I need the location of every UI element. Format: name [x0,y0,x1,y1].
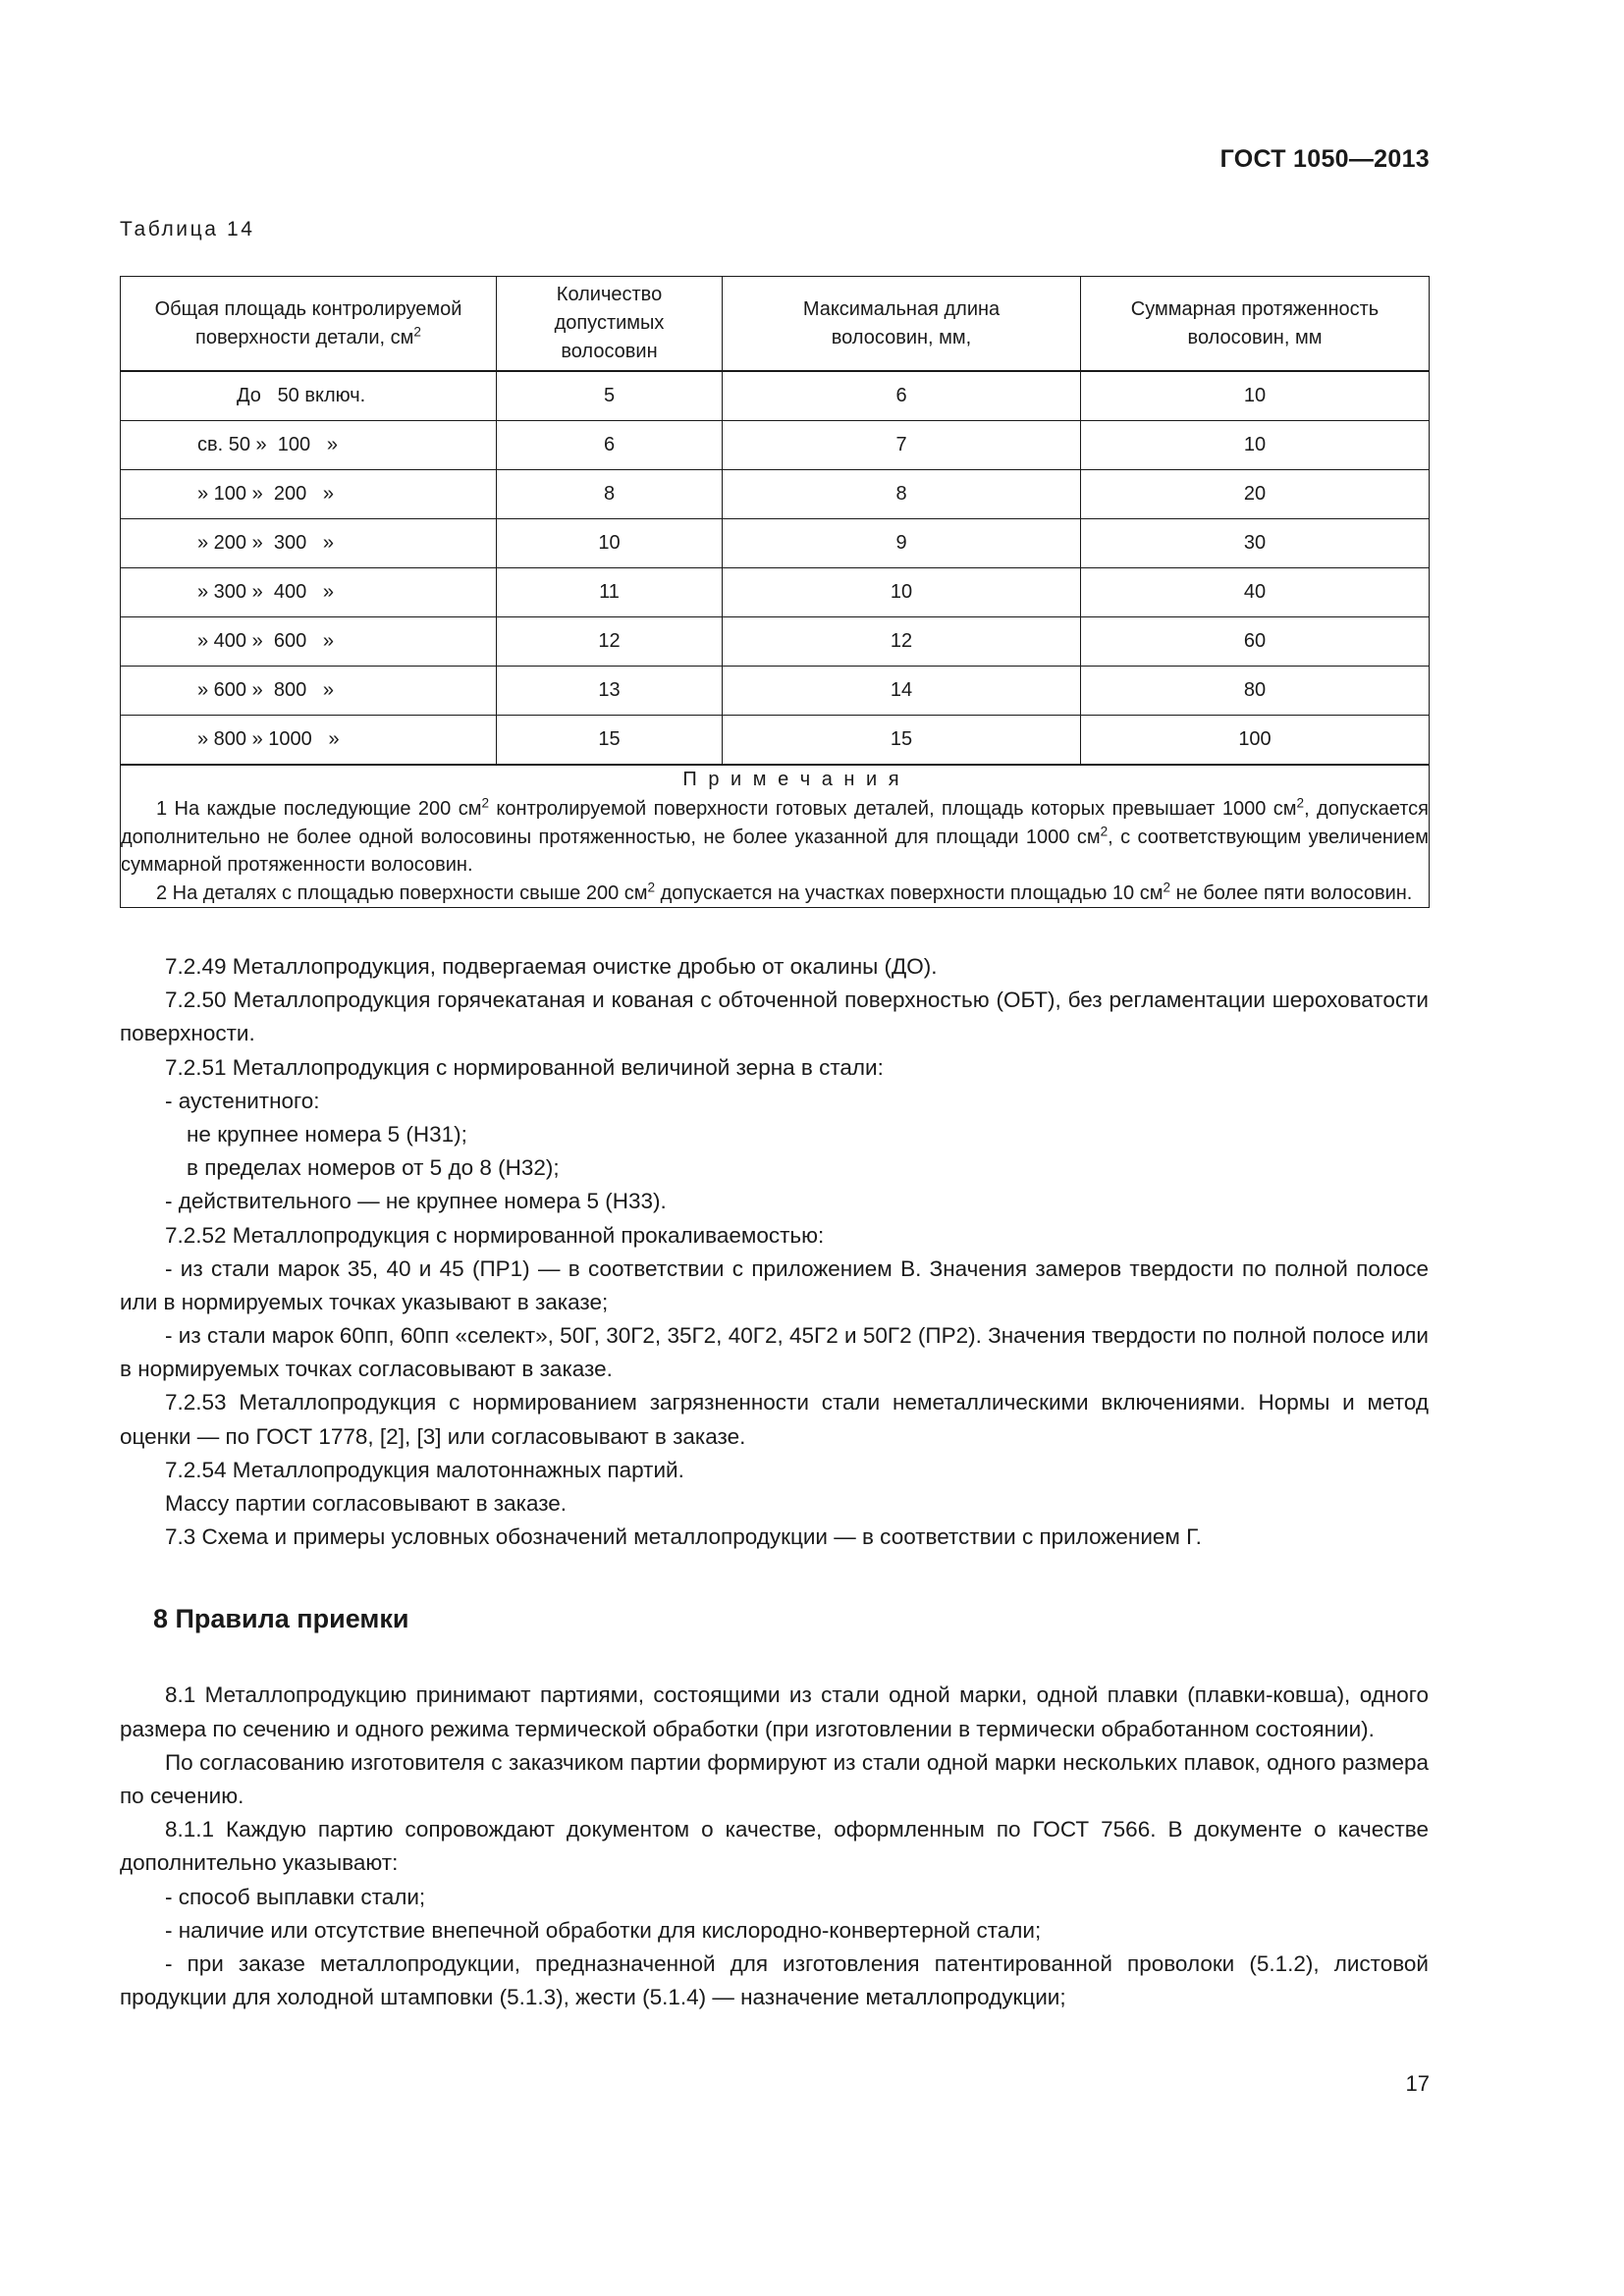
paragraph-7-2-50: 7.2.50 Металлопродукция горячекатаная и кованая с обточенной поверхностью (ОБТ), без регламентации шероховатости поверхности. [120,988,1429,1046]
cell-count: 8 [497,470,723,519]
cell-max-length: 7 [723,421,1081,470]
column-header-max-length-line2: волосовин, мм, [831,326,972,348]
list-item-ladle-treatment: - наличие или отсутствие внепечной обработки для кислородно-конвертерной стали; [165,1917,1042,1943]
section-heading-8: 8 Правила приемки [153,1604,409,1634]
note-1-number: 1 [156,798,168,821]
note-item-1 [121,795,1429,879]
cell-total-length: 10 [1081,371,1430,421]
range-text: » 100 » 200 » [197,483,335,505]
range-text: До 50 включ. [237,385,366,406]
cell-count: 6 [497,421,723,470]
cell-count: 12 [497,617,723,667]
cell-total-length: 20 [1081,470,1430,519]
paragraph-7-2-54: 7.2.54 Металлопродукция малотоннажных партий. [165,1457,684,1482]
cell-area-range [121,470,497,519]
cell-area-range [121,667,497,716]
cell-max-length: 9 [723,519,1081,568]
table-row [121,421,1430,470]
column-header-count [497,277,723,372]
cell-total-length: 100 [1081,716,1430,766]
cell-area-range [121,371,497,421]
column-header-total-length [1081,277,1430,372]
running-head-standard-number: ГОСТ 1050—2013 [1219,145,1430,173]
table-row [121,617,1430,667]
column-header-area [121,277,497,372]
note-2-text-c: не более пяти волосовин. [1170,881,1413,904]
list-item-n31: не крупнее номера 5 (Н31); [187,1121,467,1147]
paragraph-7-2-52: 7.2.52 Металлопродукция с нормированной прокаливаемостью: [165,1222,825,1248]
paragraph-mass: Массу партии согласовывают в заказе. [165,1491,568,1516]
cell-area-range [121,716,497,766]
note-1-text-c: , допускается дополнительно не более одной волосовины протяженностью, не более указанной для площади 1000 см [121,798,1429,848]
cell-total-length: 60 [1081,617,1430,667]
range-text: » 200 » 300 » [197,532,335,554]
list-item-n32: в пределах номеров от 5 до 8 (Н32); [187,1155,560,1181]
cell-count: 5 [497,371,723,421]
paragraph-8-1-1: 8.1.1 Каждую партию сопровождают документом о качестве, оформленным по ГОСТ 7566. В документе о качестве дополнительно указывают: [120,1817,1429,1876]
paragraph-8-1: 8.1 Металлопродукцию принимают партиями, состоящими из стали одной марки, одной плавки (плавки-ковша), одного размера по сечению и одного режима термической обработки (при изготовлении в термически обработанном состоянии). [120,1682,1429,1741]
paragraph-8-1-agreement: По согласованию изготовителя с заказчиком партии формируют из стали одной марки нескольких плавок, одного размера по сечению. [120,1749,1429,1808]
cell-max-length: 14 [723,667,1081,716]
note-2-sup-b: 2 [1163,879,1171,894]
table-notes-row [121,765,1430,907]
cell-total-length: 10 [1081,421,1430,470]
cell-max-length: 10 [723,568,1081,617]
note-2-text-a: На деталях с площадью поверхности свыше 200 см [167,881,648,904]
cell-count: 13 [497,667,723,716]
column-header-max-length-line1: Максимальная длина [802,297,1001,320]
table-row [121,519,1430,568]
notes-title: П р и м е ч а н и я [682,769,902,790]
cell-area-range [121,519,497,568]
note-2-sup-a: 2 [647,879,656,894]
range-text: св. 50 » 100 » [197,434,338,455]
list-item-pr1: - из стали марок 35, 40 и 45 (ПР1) — в соответствии с приложением В. Значения замеров твердости по полной полосе или в нормируемых точках указывают в заказе; [120,1255,1429,1314]
cell-total-length: 40 [1081,568,1430,617]
column-header-area-sup: 2 [413,323,421,339]
range-text: » 600 » 800 » [197,679,335,701]
list-item-n33: - действительного — не крупнее номера 5 (Н33). [165,1189,667,1214]
cell-count: 10 [497,519,723,568]
column-header-area-line2: поверхности детали, см [195,326,414,348]
table-row [121,716,1430,766]
table-row [121,371,1430,421]
section-spacer-top [120,1554,1429,1599]
table-row [121,667,1430,716]
note-1-text-a: На каждые последующие 200 см [167,798,482,821]
table-14 [120,276,1430,908]
cell-area-range [121,568,497,617]
note-1-text-b: контролируемой поверхности готовых деталей, площадь которых превышает 1000 см [489,798,1297,821]
table-header-row [121,277,1430,372]
table-notes [121,765,1430,907]
column-header-total-length-line1: Суммарная протяженность [1130,297,1380,320]
list-item-smelting-method: - способ выплавки стали; [165,1884,426,1909]
note-1-sup-b: 2 [1296,795,1305,811]
page-number: 17 [1405,2071,1430,2096]
cell-max-length: 6 [723,371,1081,421]
note-1-sup-a: 2 [481,795,490,811]
table-14-wrapper [120,276,1429,908]
range-text: » 800 » 1000 » [197,728,340,750]
column-header-count-line2: волосовин [561,341,658,362]
cell-max-length: 15 [723,716,1081,766]
cell-max-length: 8 [723,470,1081,519]
list-item-pr2: - из стали марок 60пп, 60пп «селект», 50Г, 30Г2, 35Г2, 40Г2, 45Г2 и 50Г2 (ПР2). Значения твердости по полной полосе или в нормируемых точках согласовывают в заказе. [120,1323,1429,1382]
column-header-count-line1: Количество допустимых [554,284,665,334]
cell-total-length: 30 [1081,519,1430,568]
column-header-total-length-line2: волосовин, мм [1187,326,1323,348]
table-body [121,371,1430,907]
paragraph-7-2-51: 7.2.51 Металлопродукция с нормированной величиной зерна в стали: [165,1054,884,1080]
list-item-austenitic: - аустенитного: [165,1088,320,1113]
table-row [121,470,1430,519]
note-1-sup-c: 2 [1100,824,1109,839]
section-spacer-bottom [120,1639,1429,1679]
note-1-text-d: , с соответствующим увеличением суммарной протяженности волосовин. [121,826,1429,877]
cell-area-range [121,617,497,667]
list-item-order-purpose: - при заказе металлопродукции, предназначенной для изготовления патентированной проволоки (5.1.2), листовой продукции для холодной штамповки (5.1.3), жести (5.1.4) — назначение металлопродукции; [120,1950,1429,2010]
cell-count: 11 [497,568,723,617]
note-2-number: 2 [156,881,168,904]
cell-count: 15 [497,716,723,766]
paragraph-7-3: 7.3 Схема и примеры условных обозначений металлопродукции — в соответствии с приложением Г. [165,1524,1202,1550]
range-text: » 400 » 600 » [197,630,335,652]
table-row [121,568,1430,617]
cell-total-length: 80 [1081,667,1430,716]
column-header-area-line1: Общая площадь контролируемой [154,297,462,320]
table-caption: Таблица 14 [120,218,255,240]
table-header [121,277,1430,372]
note-item-2 [121,880,1429,907]
column-header-max-length [723,277,1081,372]
body-text [120,950,1429,2014]
cell-max-length: 12 [723,617,1081,667]
paragraph-7-2-49: 7.2.49 Металлопродукция, подвергаемая очистке дробью от окалины (ДО). [165,954,938,979]
cell-area-range [121,421,497,470]
range-text: » 300 » 400 » [197,581,335,603]
paragraph-7-2-53: 7.2.53 Металлопродукция с нормированием загрязненности стали неметаллическими включениями. Нормы и метод оценки — по ГОСТ 1778, [2], [3] или согласовывают в заказе. [120,1390,1429,1449]
note-2-text-b: допускается на участках поверхности площадью 10 см [655,881,1164,904]
